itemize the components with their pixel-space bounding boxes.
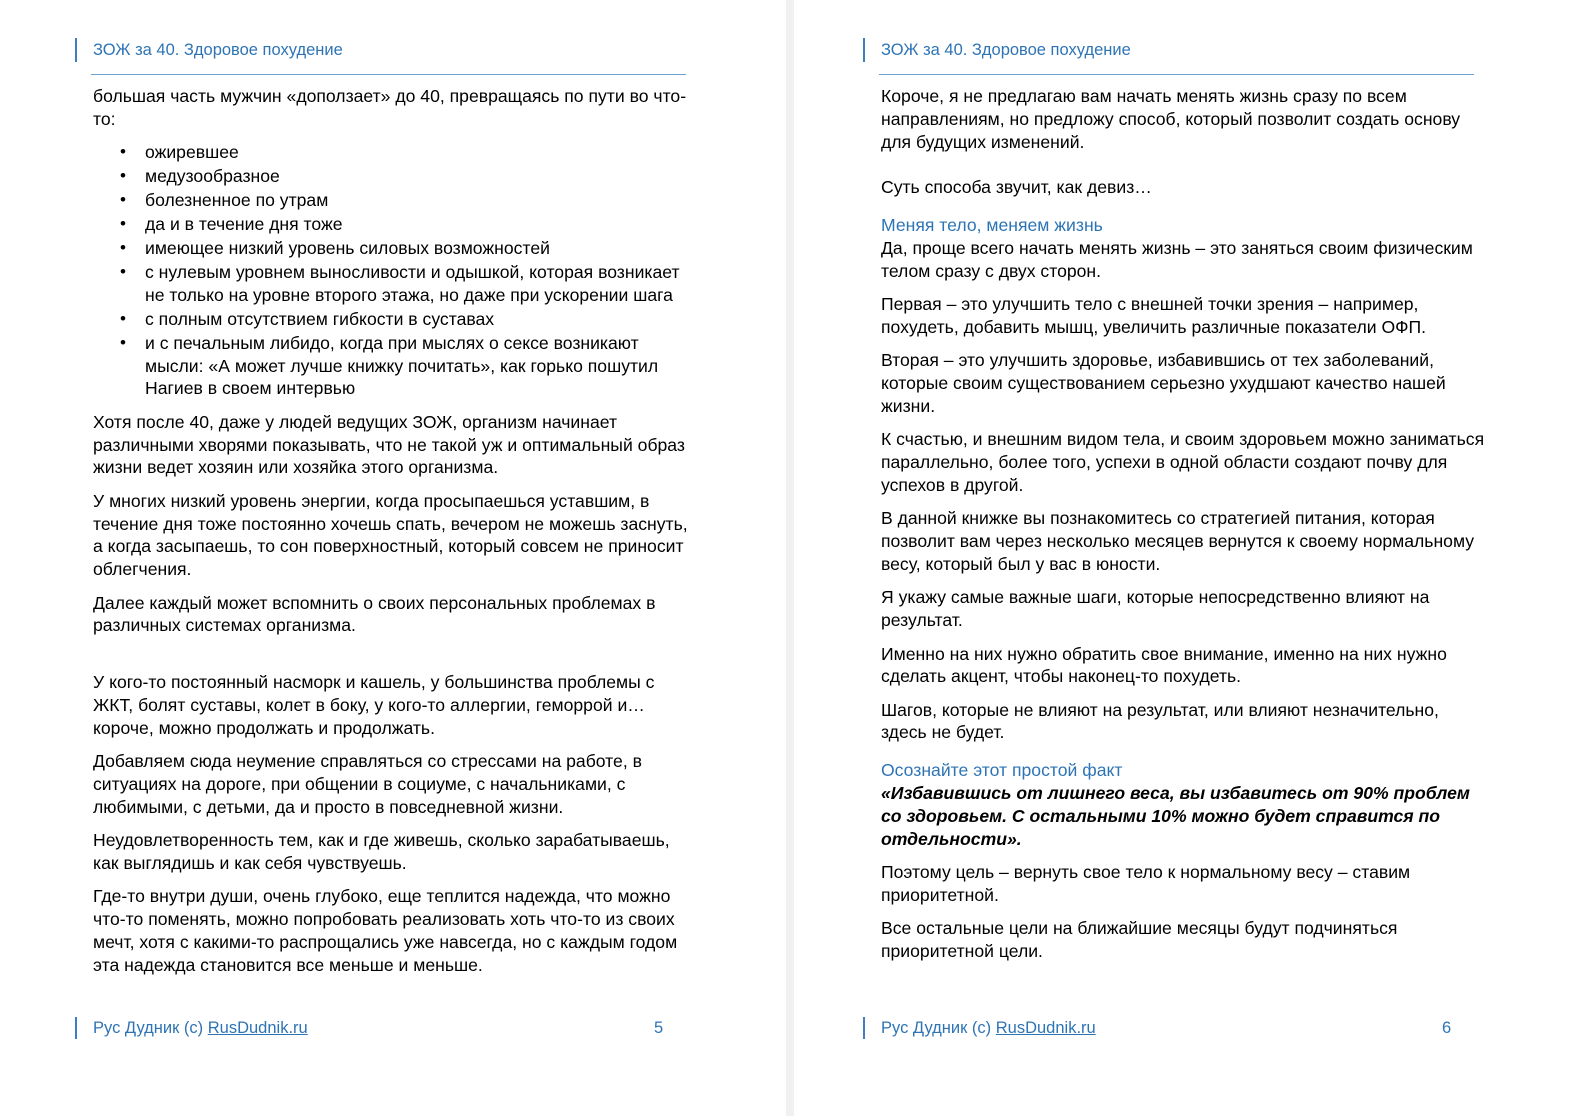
list-item: • да и в течение дня тоже [145,213,699,236]
paragraph: Вторая – это улучшить здоровье, избавившись от тех заболеваний, которые своим существованием серьезно ухудшают качество нашей жизни. [881,350,1446,416]
paragraph: В данной книжке вы познакомитесь со стратегией питания, которая позволит вам через несколько месяцев вернутся к своему нормальному весу, который был у вас в юности. [881,508,1475,574]
header-divider [879,74,1474,75]
paragraph: Все остальные цели на ближайшие месяцы будут подчиняться приоритетной цели. [881,918,1398,962]
list-item: • имеющее низкий уровень силовых возможностей [145,237,699,260]
footer-author: Рус Дудник (с) [881,1019,996,1037]
header-title: ЗОЖ за 40. Здоровое похудение [93,41,343,59]
paragraph: Да, проще всего начать менять жизнь – это заняться своим физическим телом сразу с двух сторон. [881,237,1473,281]
paragraph: Где-то внутри души, очень глубоко, еще теплится надежда, что можно что-то поменять, можно попробовать реализовать хоть что-то из своих мечт, хотя с какими-то распрощались уже навсегда, но с каждым годом эта надежда становится все меньше и меньше. [93,886,678,975]
paragraph: Короче, я не предлагаю вам начать менять жизнь сразу по всем направлениям, но предложу способ, который позволит создать основу для будущих изменений. [881,86,1461,152]
page-footer [863,1017,1096,1039]
list-item: • с полным отсутствием гибкости в суставах [145,308,699,331]
page-number: 5 [654,1019,664,1037]
footer-website-link[interactable]: RusDudnik.ru [207,1019,308,1037]
section-heading: Меняя тело, меняем жизнь [881,215,1103,236]
paragraph: Добавляем сюда неумение справляться со стрессами на работе, в ситуациях на дороге, при общении в социуме, с начальниками, с любимыми, с детьми, да и просто в повседневной жизни. [93,751,642,817]
section-heading: Осознайте этот простой факт [881,760,1123,781]
paragraph: Поэтому цель – вернуть свое тело к нормальному весу – ставим приоритетной. [881,862,1411,905]
header-title: ЗОЖ за 40. Здоровое похудение [881,41,1131,59]
key-quote: «Избавившись от лишнего веса, вы избавитесь от 90% проблем со здоровьем. С остальными 10% можно будет справится по отдельности». [881,783,1470,849]
page-body [93,85,699,987]
paragraph: К счастью, и внешним видом тела, и своим здоровьем можно заниматься параллельно, более того, успехи в одной области создают почву для успехов в другой. [881,429,1485,495]
paragraph: большая часть мужчин «доползает» до 40, превращаясь по пути во что-то: [93,86,687,129]
paragraph: Далее каждый может вспомнить о своих персональных проблемах в различных системах организма. [93,592,656,636]
footer-author: Рус Дудник (с) [93,1019,208,1037]
footer-website-link[interactable]: RusDudnik.ru [995,1019,1096,1037]
list-item: • болезненное по утрам [145,189,699,212]
paragraph: Именно на них нужно обратить свое внимание, именно на них нужно сделать акцент, чтобы наконец-то похудеть. [881,643,1447,687]
paragraph: У многих низкий уровень энергии, когда просыпаешься уставшим, в течение дня тоже постоянно хочешь спать, вечером не можешь заснуть, а когда засыпаешь, то сон поверхностный, который совсем не приносит облегчения. [93,490,688,580]
page-body [881,85,1487,973]
page-number: 6 [1442,1019,1452,1037]
list-item: • ожиревшее [145,141,699,164]
bullet-list [93,141,699,400]
paragraph: Шагов, которые не влияют на результат, или влияют незначительно, здесь не будет. [881,699,1439,743]
list-item: • с нулевым уровнем выносливости и одышкой, которая возникает не только на уровне второго этажа, но даже при ускорении шага [145,261,699,307]
paragraph: Неудовлетворенность тем, как и где живешь, сколько зарабатываешь, как выглядишь и как себя чувствуешь. [93,830,670,873]
list-item: • медузообразное [145,165,699,188]
paragraph: Хотя после 40, даже у людей ведущих ЗОЖ, организм начинает различными хворями показывать, что не такой уж и оптимальный образ жизни ведет хозяин или хозяйка этого организма. [93,411,685,478]
list-item: • и с печальным либидо, когда при мыслях о сексе возникают мысли: «А может лучше книжку почитать», как горько пошутил Нагиев в своем интервью [145,332,699,400]
page-header [75,38,343,62]
page-header [863,38,1131,62]
paragraph: Суть способа звучит, как девиз… [881,177,1152,198]
page-footer [75,1017,308,1039]
paragraph: У кого-то постоянный насморк и кашель, у большинства проблемы с ЖКТ, болят суставы, колет в боку, у кого-то аллергии, геморрой и… короче, можно продолжать и продолжать. [93,672,655,738]
paragraph: Я укажу самые важные шаги, которые непосредственно влияют на результат. [881,587,1430,631]
paragraph: Первая – это улучшить тело с внешней точки зрения – например, похудеть, добавить мышц, увеличить различные показатели ОФП. [881,294,1427,337]
page-6 [794,0,1588,1116]
header-divider [91,74,686,75]
page-5 [0,0,786,1116]
